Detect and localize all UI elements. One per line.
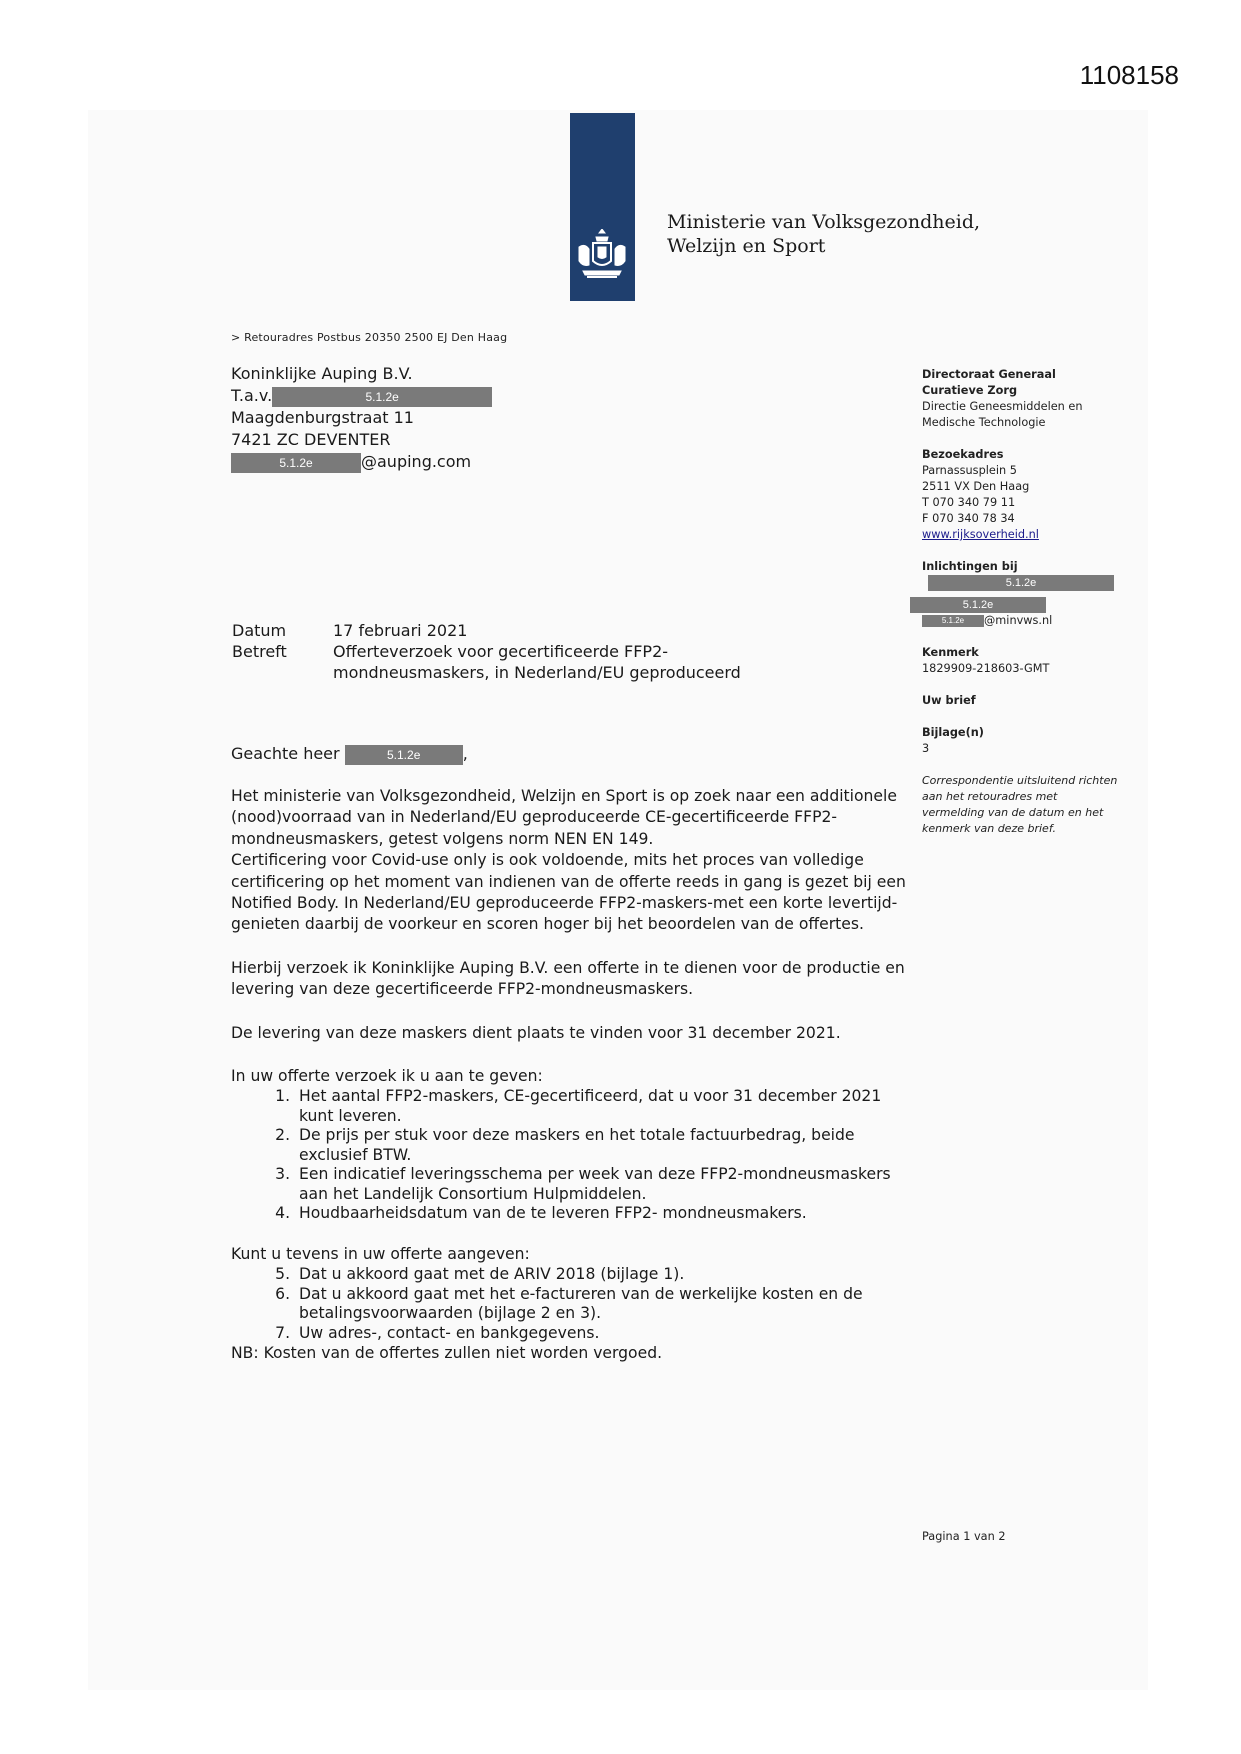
list2-intro: Kunt u tevens in uw offerte aangeven: [231, 1244, 530, 1263]
addressee-company: Koninklijke Auping B.V. [231, 364, 413, 383]
dg-line2: Curatieve Zorg [922, 384, 1018, 397]
date-label: Datum [232, 621, 287, 640]
tav-label: T.a.v. [231, 386, 273, 405]
visit-address-block [922, 447, 1122, 543]
list-item: 5. Dat u akkoord gaat met de ARIV 2018 (bijlage 1). [295, 1265, 911, 1285]
dg-line1: Directoraat Generaal [922, 368, 1056, 381]
list-item: 6. Dat u akkoord gaat met het e-factureren van de werkelijke kosten en de betalingsvoorwaarden (bijlage 2 en 3). [295, 1285, 911, 1324]
salutation-prefix: Geachte heer [231, 744, 340, 763]
correspondence-note: Correspondentie uitsluitend richten aan het retouradres met vermelding van de datum en het kenmerk van deze brief. [922, 774, 1118, 835]
ministry-name-line2: Welzijn en Sport [667, 235, 826, 257]
body-paragraph-3: De levering van deze maskers dient plaats te vinden voor 31 december 2021. [231, 1023, 841, 1042]
body-paragraph-1b: Certificering voor Covid-use only is ook voldoende, mits het proces van volledige certificering op het moment van indienen van de offerte reeds in gang is gezet bij een Notified Body. In Nederland/EU geproduceerde FFP2-maskers-met een korte levertijd-genieten daarbij de voorkeur en scoren hoger bij het beoordelen van de offertes. [231, 851, 906, 934]
subject-label: Betreft [232, 642, 287, 661]
subject-value: Offerteverzoek voor gecertificeerde FFP2-mondneusmaskers, in Nederland/EU geproduceerd [333, 642, 741, 682]
your-letter-label: Uw brief [922, 694, 976, 707]
info-label: Inlichtingen bij [922, 560, 1018, 573]
list-item: 4. Houdbaarheidsdatum van de te leveren FFP2- mondneusmakers. [295, 1204, 911, 1224]
date-value: 17 februari 2021 [333, 621, 468, 640]
addressee-email [231, 451, 492, 473]
ref-label: Kenmerk [922, 646, 979, 659]
addressee-street: Maagdenburgstraat 11 [231, 408, 414, 427]
visit-label: Bezoekadres [922, 448, 1004, 461]
website-link[interactable]: www.rijksoverheid.nl [922, 528, 1039, 541]
attachments-value: 3 [922, 742, 930, 755]
attachments-block [922, 725, 1122, 757]
attachments-label: Bijlage(n) [922, 726, 984, 739]
dg-line3: Directie Geneesmiddelen en [922, 400, 1083, 413]
coat-of-arms-icon [573, 229, 631, 281]
body-paragraph-2: Hierbij verzoek ik Koninklijke Auping B.V. een offerte in te dienen voor de productie en levering van deze gecertificeerde FFP2-mondneusmaskers. [231, 958, 905, 999]
ministry-logo [570, 113, 635, 301]
redaction-block: 5.1.2e [910, 597, 1046, 613]
salutation [231, 744, 468, 765]
redaction-block: 5.1.2e [922, 615, 984, 627]
redaction-block: 5.1.2e [231, 453, 361, 473]
dg-line4: Medische Technologie [922, 416, 1046, 429]
list1-intro: In uw offerte verzoek ik u aan te geven: [231, 1067, 543, 1086]
salutation-suffix: , [462, 744, 468, 763]
nb-note: NB: Kosten van de offertes zullen niet worden vergoed. [231, 1344, 663, 1363]
date-row [232, 620, 753, 641]
reference-block [922, 645, 1122, 677]
redaction-block: 5.1.2e [928, 575, 1114, 591]
addressee-tav [231, 385, 492, 407]
department-block [922, 367, 1122, 431]
fax: F 070 340 78 34 [922, 512, 1015, 525]
redaction-block: 5.1.2e [345, 745, 463, 765]
your-letter-block [922, 693, 1122, 709]
email-domain: @auping.com [361, 452, 472, 471]
redaction-block: 5.1.2e [272, 387, 492, 407]
letter-body [231, 786, 911, 1365]
addressee-block [231, 363, 492, 473]
ref-value: 1829909-218603-GMT [922, 662, 1050, 675]
list-item: 7. Uw adres-, contact- en bankgegevens. [295, 1324, 911, 1344]
visit-city: 2511 VX Den Haag [922, 480, 1030, 493]
visit-street: Parnassusplein 5 [922, 464, 1017, 477]
info-email-domain: @minvws.nl [984, 614, 1053, 627]
list-item: 3. Een indicatief leveringsschema per week van deze FFP2-mondneusmaskers aan het Landelijk Consortium Hulpmiddelen. [295, 1165, 911, 1204]
letter-meta [232, 620, 753, 683]
list-item: 2. De prijs per stuk voor deze maskers en het totale factuurbedrag, beide exclusief BTW. [295, 1126, 911, 1165]
info-block [922, 559, 1122, 629]
document-number: 1108158 [1079, 60, 1179, 90]
list-item: 1. Het aantal FFP2-maskers, CE-gecertificeerd, dat u voor 31 december 2021 kunt leveren. [295, 1087, 911, 1126]
page-number: Pagina 1 van 2 [922, 1530, 1006, 1543]
subject-row [232, 641, 753, 683]
list2 [231, 1265, 911, 1343]
ministry-name-line1: Ministerie van Volksgezondheid, [667, 211, 981, 233]
list1 [231, 1087, 911, 1224]
sidebar-info [922, 367, 1122, 837]
addressee-city: 7421 ZC DEVENTER [231, 430, 391, 449]
return-address: > Retouradres Postbus 20350 2500 EJ Den Haag [231, 331, 508, 344]
phone: T 070 340 79 11 [922, 496, 1016, 509]
ministry-name [667, 210, 980, 258]
body-paragraph-1: Het ministerie van Volksgezondheid, Welzijn en Sport is op zoek naar een additionele (nood)voorraad van in Nederland/EU geproduceerde CE-gecertificeerde FFP2-mondneusmaskers, getest volgens norm NEN EN 149. [231, 787, 897, 848]
